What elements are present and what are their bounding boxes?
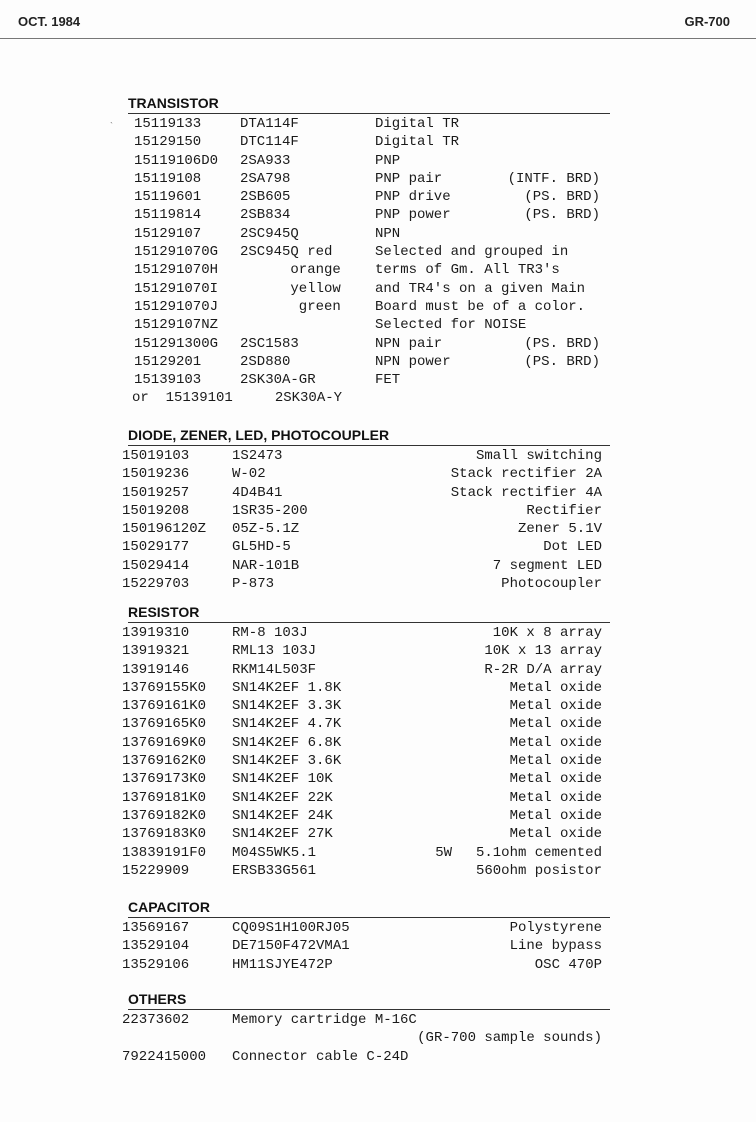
part-type: 1S2473 bbox=[232, 448, 283, 464]
part-number: 15019103 bbox=[122, 448, 190, 464]
scan-mark: ` bbox=[110, 121, 113, 131]
part-type: green bbox=[240, 298, 341, 315]
part-type: DE7150F472VMA1 bbox=[232, 938, 350, 955]
header-date: OCT. 1984 bbox=[18, 14, 81, 29]
table-row bbox=[128, 243, 610, 261]
section-transistor bbox=[128, 95, 610, 408]
part-type: 2SA933 bbox=[240, 152, 291, 169]
part-type: DTA114F bbox=[240, 116, 299, 132]
part-description: Metal oxide bbox=[509, 679, 602, 696]
part-type: GL5HD-5 bbox=[232, 539, 291, 556]
part-number: 151291070I bbox=[134, 280, 219, 297]
part-type: 2SK30A-GR bbox=[240, 372, 316, 389]
part-type: 2SB834 bbox=[240, 207, 291, 224]
part-number: 151291070H bbox=[134, 262, 219, 279]
part-description: Photocoupler bbox=[501, 576, 602, 593]
part-type: CQ09S1H100RJ05 bbox=[232, 920, 350, 936]
section-rule bbox=[128, 1009, 610, 1010]
header-model: GR-700 bbox=[684, 14, 730, 29]
part-description: Metal oxide bbox=[509, 734, 602, 751]
table-row bbox=[128, 298, 610, 316]
table-row bbox=[122, 844, 610, 862]
part-number: 15139103 bbox=[134, 372, 202, 389]
part-number: 13769183K0 bbox=[122, 826, 207, 843]
part-number: 13919146 bbox=[122, 661, 190, 678]
part-description: Metal oxide bbox=[509, 753, 602, 770]
table-row bbox=[122, 752, 610, 770]
part-number: 13769162K0 bbox=[122, 753, 207, 770]
part-type: P-873 bbox=[232, 576, 275, 593]
table-row bbox=[128, 335, 610, 353]
transistor-table bbox=[128, 115, 610, 389]
part-location: (PS. BRD) bbox=[524, 207, 600, 224]
table-row bbox=[122, 715, 610, 733]
part-type: RKM14L503F bbox=[232, 661, 317, 678]
table-row bbox=[122, 1048, 610, 1066]
part-description: OSC 470P bbox=[534, 956, 602, 973]
part-description: Rectifier bbox=[526, 502, 602, 519]
part-description: Stack rectifier 2A bbox=[450, 466, 602, 483]
part-type: 4D4B41 bbox=[232, 484, 283, 501]
capacitor-table bbox=[122, 919, 610, 974]
part-type: SN14K2EF 6.8K bbox=[232, 734, 342, 751]
section-title: RESISTOR bbox=[128, 604, 200, 620]
section-rule bbox=[128, 917, 610, 918]
part-type: 2SA798 bbox=[240, 170, 291, 187]
part-location: (PS. BRD) bbox=[524, 189, 600, 206]
part-number: 13769181K0 bbox=[122, 789, 207, 806]
part-description: Polystyrene bbox=[509, 920, 602, 936]
part-type: HM11SJYE472P bbox=[232, 956, 333, 973]
part-description: Zener 5.1V bbox=[517, 521, 602, 538]
table-row bbox=[122, 624, 610, 642]
part-type: RML13 103J bbox=[232, 643, 317, 660]
part-number: 13569167 bbox=[122, 920, 190, 936]
table-row bbox=[128, 1029, 610, 1047]
resistor-table bbox=[122, 624, 610, 880]
section-rule bbox=[128, 622, 610, 623]
table-row bbox=[122, 825, 610, 843]
part-location: (PS. BRD) bbox=[524, 353, 600, 370]
part-type: M04S5WK5.1 bbox=[232, 844, 317, 861]
part-type: 2SD880 bbox=[240, 353, 291, 370]
part-number: 13529104 bbox=[122, 938, 190, 955]
part-description: Stack rectifier 4A bbox=[450, 484, 602, 501]
part-description: Memory cartridge M-16C bbox=[232, 1012, 417, 1028]
part-type: SN14K2EF 10K bbox=[232, 771, 333, 788]
part-type: SN14K2EF 24K bbox=[232, 807, 333, 824]
table-row bbox=[128, 152, 610, 170]
part-location: (PS. BRD) bbox=[524, 335, 600, 352]
table-row bbox=[122, 807, 610, 825]
section-title: DIODE, ZENER, LED, PHOTOCOUPLER bbox=[128, 427, 390, 443]
section-title: CAPACITOR bbox=[128, 899, 210, 915]
table-row bbox=[122, 862, 610, 880]
part-number: 13839191F0 bbox=[122, 844, 207, 861]
part-description: Metal oxide bbox=[509, 716, 602, 733]
table-row bbox=[128, 316, 610, 334]
part-number: 15019257 bbox=[122, 484, 190, 501]
part-type: 05Z-5.1Z bbox=[232, 521, 300, 538]
header-rule bbox=[0, 38, 756, 39]
part-description: 560ohm posistor bbox=[475, 862, 602, 879]
part-number: 13769161K0 bbox=[122, 698, 207, 715]
part-number: 13769169K0 bbox=[122, 734, 207, 751]
part-description: and TR4's on a given Main bbox=[375, 280, 586, 297]
part-number: 15129201 bbox=[134, 353, 202, 370]
part-number: 15119601 bbox=[134, 189, 202, 206]
part-description: Metal oxide bbox=[509, 807, 602, 824]
table-row bbox=[122, 679, 610, 697]
part-description: Metal oxide bbox=[509, 826, 602, 843]
table-row bbox=[122, 770, 610, 788]
part-type: 2SC945Q bbox=[240, 225, 299, 242]
part-number: 13769173K0 bbox=[122, 771, 207, 788]
part-description: Digital TR bbox=[375, 134, 460, 151]
part-type: SN14K2EF 27K bbox=[232, 826, 333, 843]
part-type: 2SC945Q red bbox=[240, 244, 333, 261]
table-row bbox=[122, 919, 610, 937]
part-type: SN14K2EF 1.8K bbox=[232, 679, 342, 696]
table-row bbox=[122, 465, 610, 483]
table-row bbox=[122, 789, 610, 807]
part-description: Selected and grouped in bbox=[375, 244, 569, 261]
part-type: SN14K2EF 22K bbox=[232, 789, 333, 806]
part-number: 151291070J bbox=[134, 298, 219, 315]
section-diode bbox=[122, 427, 610, 593]
table-row bbox=[122, 575, 610, 593]
part-type: 2SC1583 bbox=[240, 335, 299, 352]
part-description: Metal oxide bbox=[509, 789, 602, 806]
part-description: Metal oxide bbox=[509, 698, 602, 715]
part-number: 7922415000 bbox=[122, 1048, 207, 1065]
others-table bbox=[122, 1011, 610, 1066]
table-row bbox=[122, 734, 610, 752]
section-capacitor bbox=[122, 899, 610, 974]
part-type: 1SR35-200 bbox=[232, 502, 308, 519]
part-description: NPN power bbox=[375, 353, 451, 370]
part-description: NPN bbox=[375, 225, 401, 242]
part-description: PNP bbox=[375, 152, 401, 169]
part-number: 13769165K0 bbox=[122, 716, 207, 733]
or-line: or 15139101 2SK30A-Y bbox=[132, 390, 343, 407]
part-number: 15019236 bbox=[122, 466, 190, 483]
table-row bbox=[122, 502, 610, 520]
part-number: 13769182K0 bbox=[122, 807, 207, 824]
part-number: 15129107 bbox=[134, 225, 202, 242]
part-description: PNP drive bbox=[375, 189, 451, 206]
part-type: DTC114F bbox=[240, 134, 299, 151]
part-number: 15119814 bbox=[134, 207, 202, 224]
part-number: 13529106 bbox=[122, 956, 190, 973]
part-number: 151291070G bbox=[134, 244, 219, 261]
part-number: 15119133 bbox=[134, 116, 202, 132]
table-row bbox=[128, 371, 610, 389]
table-row bbox=[128, 225, 610, 243]
section-rule bbox=[128, 445, 610, 446]
part-number: 15029177 bbox=[122, 539, 190, 556]
part-description: NPN pair bbox=[375, 335, 443, 352]
table-row bbox=[122, 956, 610, 974]
section-others bbox=[122, 991, 610, 1066]
table-row bbox=[128, 261, 610, 279]
part-description: Line bypass bbox=[509, 938, 602, 955]
part-number: 15019208 bbox=[122, 502, 190, 519]
part-type: ERSB33G561 bbox=[232, 862, 317, 879]
part-description: Connector cable C-24D bbox=[232, 1048, 409, 1065]
table-row bbox=[128, 115, 610, 133]
part-number: 15029414 bbox=[122, 557, 190, 574]
part-description: Metal oxide bbox=[509, 771, 602, 788]
table-row bbox=[122, 447, 610, 465]
table-row bbox=[128, 280, 610, 298]
part-type: SN14K2EF 4.7K bbox=[232, 716, 342, 733]
table-row bbox=[122, 937, 610, 955]
table-row bbox=[122, 484, 610, 502]
part-note: (GR-700 sample sounds) bbox=[417, 1030, 602, 1047]
table-row bbox=[122, 642, 610, 660]
part-description: 10K x 13 array bbox=[484, 643, 602, 660]
table-row bbox=[122, 520, 610, 538]
part-description: Small switching bbox=[475, 448, 602, 464]
table-row bbox=[122, 1011, 610, 1029]
table-row bbox=[122, 538, 610, 556]
part-number: 13769155K0 bbox=[122, 679, 207, 696]
part-number: 15229909 bbox=[122, 862, 190, 879]
table-row bbox=[128, 206, 610, 224]
table-row bbox=[128, 389, 610, 407]
part-wattage: 5W bbox=[435, 844, 452, 861]
section-resistor bbox=[122, 604, 610, 880]
part-type: yellow bbox=[240, 280, 341, 297]
part-description: Board must be of a color. bbox=[375, 298, 586, 315]
table-row bbox=[122, 697, 610, 715]
table-row bbox=[128, 188, 610, 206]
part-description: Dot LED bbox=[543, 539, 602, 556]
part-description: PNP pair bbox=[375, 170, 443, 187]
part-description: R-2R D/A array bbox=[484, 661, 602, 678]
part-number: 15129150 bbox=[134, 134, 202, 151]
part-type: orange bbox=[240, 262, 341, 279]
part-description: terms of Gm. All TR3's bbox=[375, 262, 560, 279]
part-description: Selected for NOISE bbox=[375, 317, 527, 334]
part-number: 150196120Z bbox=[122, 521, 207, 538]
part-location: (INTF. BRD) bbox=[507, 170, 600, 187]
part-type: W-02 bbox=[232, 466, 266, 483]
part-number: 22373602 bbox=[122, 1012, 190, 1028]
table-row bbox=[128, 353, 610, 371]
part-type: NAR-101B bbox=[232, 557, 300, 574]
part-number: 15129107NZ bbox=[134, 317, 219, 334]
part-number: 15119108 bbox=[134, 170, 202, 187]
part-description: FET bbox=[375, 372, 401, 389]
part-description: 10K x 8 array bbox=[492, 625, 602, 641]
part-description: PNP power bbox=[375, 207, 451, 224]
section-rule bbox=[128, 113, 610, 114]
diode-table bbox=[122, 447, 610, 593]
part-description: 7 segment LED bbox=[492, 557, 602, 574]
table-row bbox=[128, 170, 610, 188]
part-type: SN14K2EF 3.6K bbox=[232, 753, 342, 770]
part-type: RM-8 103J bbox=[232, 625, 308, 641]
part-number: 13919321 bbox=[122, 643, 190, 660]
table-row bbox=[122, 661, 610, 679]
section-title: OTHERS bbox=[128, 991, 187, 1007]
part-number: 15229703 bbox=[122, 576, 190, 593]
table-row bbox=[122, 557, 610, 575]
table-row bbox=[128, 133, 610, 151]
part-type: 2SB605 bbox=[240, 189, 291, 206]
part-number: 151291300G bbox=[134, 335, 219, 352]
part-number: 13919310 bbox=[122, 625, 190, 641]
part-type: SN14K2EF 3.3K bbox=[232, 698, 342, 715]
part-number: 15119106D0 bbox=[134, 152, 219, 169]
section-title: TRANSISTOR bbox=[128, 95, 219, 111]
part-description: Digital TR bbox=[375, 116, 460, 132]
part-description: 5.1ohm cemented bbox=[475, 844, 602, 861]
